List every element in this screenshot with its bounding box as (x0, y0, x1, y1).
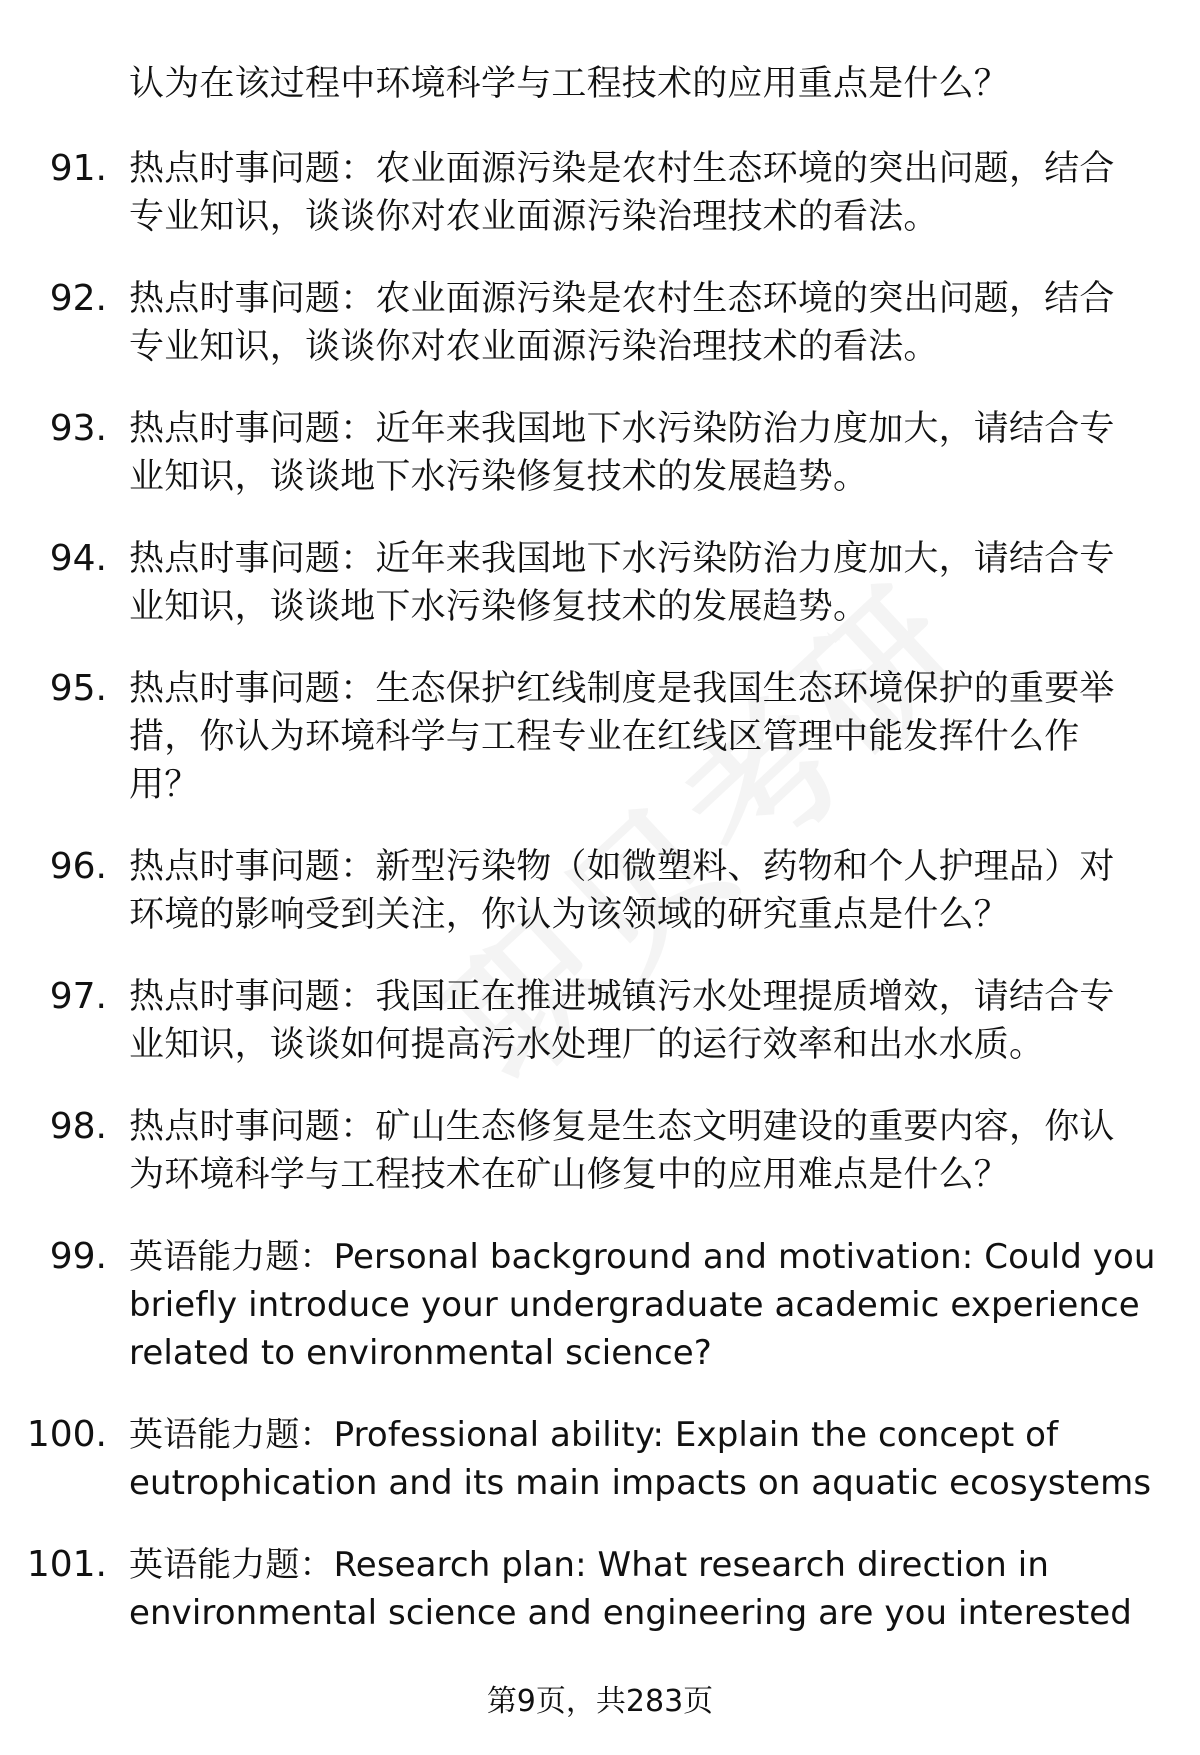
question-text: 热点时事问题：矿山生态修复是生态文明建设的重要内容，你认为环境科学与工程技术在矿山修复中的应用难点是什么？ (129, 1107, 1115, 1195)
question-text: 英语能力题：Research plan: What research direction in environmental science and engineering are you interested (129, 1545, 1132, 1633)
question-item-98 (0, 1103, 1200, 1199)
question-item-97 (0, 973, 1200, 1069)
question-text: 英语能力题：Professional ability: Explain the concept of eutrophication and its main impacts on aquatic ecosystems (129, 1415, 1152, 1503)
question-number: 94. (49, 538, 107, 579)
question-item-100 (0, 1411, 1200, 1507)
question-number: 93. (49, 408, 107, 449)
question-number: 96. (49, 846, 107, 887)
question-text: 热点时事问题：新型污染物（如微塑料、药物和个人护理品）对环境的影响受到关注，你认为该领域的研究重点是什么？ (129, 847, 1115, 935)
question-item-96 (0, 843, 1200, 939)
question-text: 热点时事问题：我国正在推进城镇污水处理提质增效，请结合专业知识，谈谈如何提高污水处理厂的运行效率和出水水质。 (129, 977, 1115, 1065)
question-number: 99. (49, 1236, 107, 1277)
question-item-99 (0, 1233, 1200, 1377)
question-text: 热点时事问题：农业面源污染是农村生态环境的突出问题，结合专业知识，谈谈你对农业面源污染治理技术的看法。 (129, 149, 1115, 237)
question-item-94 (0, 535, 1200, 631)
question-number: 97. (49, 976, 107, 1017)
question-list (0, 145, 1200, 1671)
question-item-92 (0, 275, 1200, 371)
question-number: 101. (26, 1544, 107, 1585)
question-item-93 (0, 405, 1200, 501)
question-number: 98. (49, 1106, 107, 1147)
question-item-91 (0, 145, 1200, 241)
question-text: 热点时事问题：近年来我国地下水污染防治力度加大，请结合专业知识，谈谈地下水污染修复技术的发展趋势。 (129, 539, 1115, 627)
question-number: 92. (49, 278, 107, 319)
page-number-footer: 第9页，共283页 (486, 1684, 714, 1719)
question-number: 100. (26, 1414, 107, 1455)
question-text: 热点时事问题：近年来我国地下水污染防治力度加大，请结合专业知识，谈谈地下水污染修复技术的发展趋势。 (129, 409, 1115, 497)
continued-question-text: 认为在该过程中环境科学与工程技术的应用重点是什么？ (129, 64, 1010, 104)
question-item-101 (0, 1541, 1200, 1637)
question-number: 95. (49, 668, 107, 709)
question-number: 91. (49, 148, 107, 189)
question-item-95 (0, 665, 1200, 809)
question-text: 热点时事问题：生态保护红线制度是我国生态环境保护的重要举措，你认为环境科学与工程专业在红线区管理中能发挥什么作用？ (129, 669, 1115, 805)
question-text: 英语能力题：Personal background and motivation: Could you briefly introduce your undergraduate academic experience related to environmental science? (129, 1237, 1156, 1373)
question-text: 热点时事问题：农业面源污染是农村生态环境的突出问题，结合专业知识，谈谈你对农业面源污染治理技术的看法。 (129, 279, 1115, 367)
